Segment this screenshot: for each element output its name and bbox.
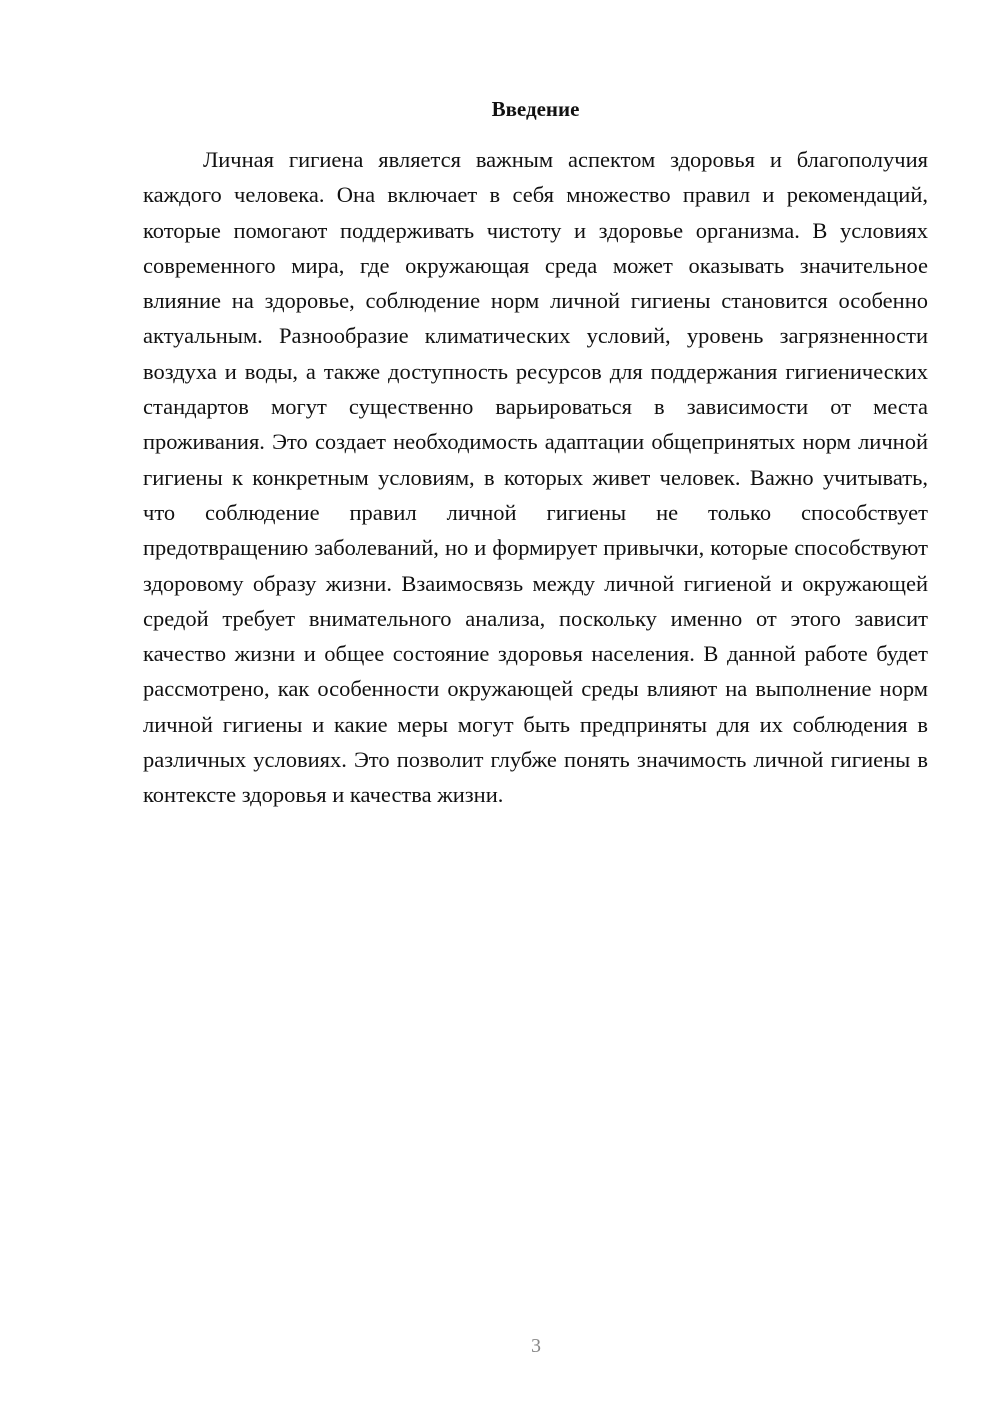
body-paragraph: Личная гигиена является важным аспектом здоровья и благополучия каждого человека. Она включает в себя множество правил и рекомендаций, которые помогают поддерживать чистоту и здоровье организма. В условиях современного мира, где окружающая среда может оказывать значительное влияние на здоровье, соблюдение норм личной гигиены становится особенно актуальным. Разнообразие климатических условий, уровень загрязненности воздуха и воды, а также доступность ресурсов для поддержания гигиенических стандартов могут существенно варьироваться в зависимости от места проживания. Это создает необходимость адаптации общепринятых норм личной гигиены к конкретным условиям, в которых живет человек. Важно учитывать, что соблюдение правил личной гигиены не только способствует предотвращению заболеваний, но и формирует привычки, которые способствуют здоровому образу жизни. Взаимосвязь между личной гигиеной и окружающей средой требует внимательного анализа, поскольку именно от этого зависит качество жизни и общее состояние здоровья населения. В данной работе будет рассмотрено, как особенности окружающей среды влияют на выполнение норм личной гигиены и какие меры могут быть предприняты для их соблюдения в различных условиях. Это позволит глубже понять значимость личной гигиены в контексте здоровья и качества жизни. <box>143 147 928 808</box>
page-number: 3 <box>531 1335 541 1357</box>
section-title: Введение <box>491 97 580 121</box>
